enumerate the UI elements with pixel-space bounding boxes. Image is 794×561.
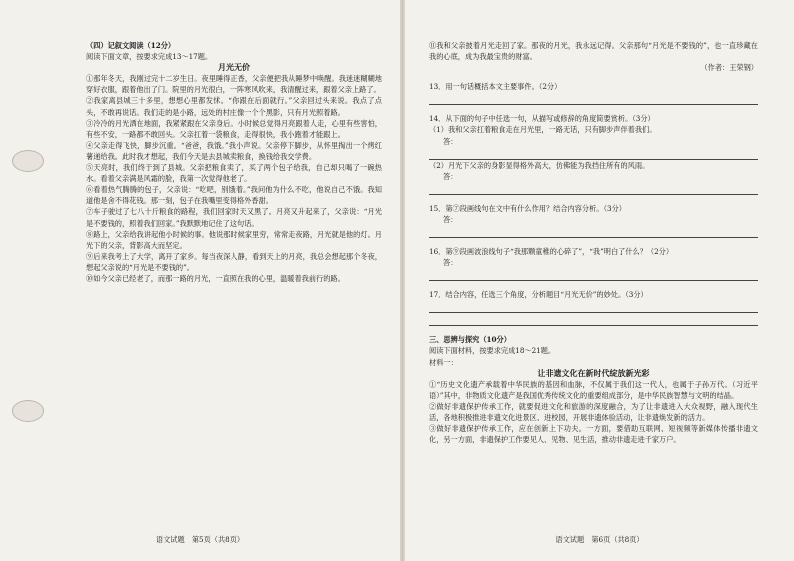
page-footer-left: 语文试题 第5页（共8页） [155,534,245,544]
answer-line[interactable] [429,313,758,326]
section-3-instruction: 阅读下面材料，按要求完成18～21题。 [429,346,556,356]
paragraph-2: ②我家离县城三十多里，想想心里都发怵。“你跟在后面就行。”父亲回过头来说。我点了点头，不敢再说话。我们走的是小路，远处的村庄像一个个黑影，只有月光照着路。 [86,96,382,117]
question-14-item-1: （1）我和父亲扛着粮食走在月光里，一路无话，只有脚步声伴着我们。 [429,125,657,135]
question-15: 15．第⑦段画线句在文中有什么作用？结合内容分析。（3分） [429,203,626,213]
answer-line[interactable] [429,300,758,313]
page-footer-right: 语文试题 第6页（共8页） [555,534,644,544]
paragraph-5: ⑤天亮时，我们终于到了县城。父亲把粮食卖了，买了两个包子给我，自己却只喝了一碗热水。看着父亲满是风霜的脸，我第一次觉得他老了。 [86,163,382,184]
material-title: 让非遗文化在新时代绽放新光彩 [537,367,650,378]
question-14-item-2: （2）月光下父亲的身影显得格外高大，仿佛能为我挡住所有的风雨。 [429,160,650,170]
paragraph-10: ⑩如今父亲已经老了，而那一路的月光，一直照在我的心里，温暖着我前行的路。 [86,273,345,283]
answer-line[interactable] [429,268,758,281]
paragraph-4: ④父亲走得飞快，脚步沉重。“爸爸，我饿。”我小声说。父亲停下脚步，从怀里掏出一个烤红薯递给我。此时我才想起，我们今天是去县城卖粮食，换钱给我交学费。 [86,140,382,161]
answer-label: 答： [443,258,458,268]
answer-label: 答： [443,136,458,146]
author-note: （作者：王荣钢） [700,63,758,73]
instruction: 阅读下面文章，按要求完成13～17题。 [86,52,213,62]
paragraph-7: ⑦车子驶过了七八十斤粮食的路程，我们回家时天又黑了。月亮又升起来了，父亲说：“月光是不要钱的，照着我们回家。”我默默地记住了这句话。 [86,207,382,228]
page-right [405,0,794,561]
paragraph-3: ③冷冷的月光洒在地面，我紧紧跟在父亲身后。小时候总觉得月亮跟着人走，心里有些害怕，有些不安，一路都不敢回头。父亲扛着一袋粮食，走得很快，我小跑着才能跟上。 [86,118,382,139]
paragraph-8: ⑧路上，父亲给我讲起他小时候的事。他说那时候家里穷，常常走夜路，月光就是他的灯。月光下的父亲，背影高大而坚定。 [86,229,382,250]
article-title: 月光无价 [218,62,250,73]
section-heading: （四）记叙文阅读（12分） [86,41,176,50]
material-paragraph-3: ③做好非遗保护传承工作，应在创新上下功夫。一方面，要借助互联网、短视频等新媒体传播非遗文化，另一方面，非遗保护工作要见人、见物、见生活，推动非遗走进千家万户。 [429,424,758,445]
answer-label: 答： [443,171,458,181]
material-paragraph-2: ②做好非遗保护传承工作，就要促进文化和旅游的深度融合，为了让非遗进入大众视野，融入现代生活，各地积极推进非遗文化进景区、进校园，开展非遗体验活动，让非遗焕发新的活力。 [429,401,758,422]
question-14: 14．从下面的句子中任选一句，从描写或修辞的角度简要赏析。（3分） [429,114,655,124]
paragraph-9: ⑨后来我考上了大学，离开了家乡。每当夜深人静，看到天上的月亮，我总会想起那个冬夜，想起父亲说的“月光是不要钱的”。 [86,251,382,272]
question-13: 13．用一句话概括本文主要事件。（2分） [429,82,562,92]
answer-line[interactable] [429,225,758,238]
answer-line[interactable] [429,182,758,195]
answer-line[interactable] [429,147,758,160]
answer-label: 答： [443,214,458,224]
paragraph-6: ⑥看着热气腾腾的包子，父亲说：“吃吧，别饿着。”我问他为什么不吃，他说自己不饿。我知道他是舍不得花钱。那一刻，包子在我嘴里变得格外香甜。 [86,185,382,206]
section-3-heading: 三、思辨与探究（10分） [429,335,511,345]
question-17: 17．结合内容，任选三个角度，分析题目“月光无价”的妙处。（3分） [429,290,648,300]
paragraph-11: ⑪我和父亲披着月光走回了家。那夜的月光，我永远记得。父亲那句“月光是不要钱的”，也一直珍藏在我的心底，成为我最宝贵的财富。 [429,41,758,62]
paragraph-1: ①那年冬天，我刚过完十二岁生日。夜里睡得正香，父亲便把我从睡梦中唤醒。我迷迷糊糊地穿好衣服，跟着他出了门。院里的月光很白，一阵寒风吹来，我清醒过来，跟着父亲上路了。 [86,74,382,95]
article-body [86,73,382,284]
answer-line[interactable] [429,92,758,105]
material-paragraph-1: ①“历史文化遗产承载着中华民族的基因和血脉，不仅属于我们这一代人，也属于子孙万代。（习近平语）”其中，非物质文化遗产是我国优秀传统文化的重要组成部分，是中华民族智慧与文明的结晶。 [429,379,758,400]
material-label: 材料一： [429,357,458,367]
question-16: 16．第⑨段画波浪线句子“我那颗童稚的心碎了”，“我”明白了什么？（2分） [429,247,674,257]
